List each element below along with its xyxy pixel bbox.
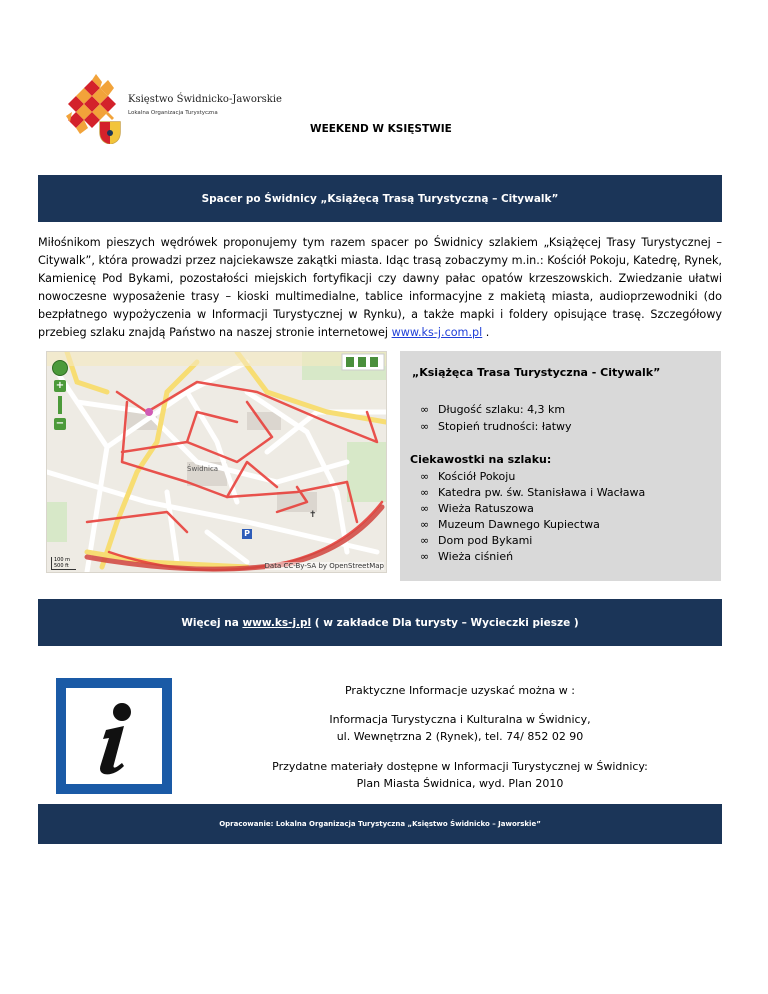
zoom-out-icon[interactable]: − [55, 418, 65, 429]
info-line: Przydatne materiały dostępne w Informacji Turystycznej w Świdnicy: [272, 760, 648, 773]
route-difficulty: Stopień trudności: łatwy [438, 419, 572, 433]
map-scale-m: 100 m [54, 557, 71, 563]
tourist-information-i-icon [56, 678, 172, 794]
footer-text: Opracowanie: Lokalna Organizacja Turystyczna „Księstwo Świdnicko – Jaworskie” [219, 820, 541, 828]
more-link[interactable]: www.ks-j.pl [242, 616, 312, 629]
infinity-bullet-icon: ∞ [420, 550, 430, 563]
route-length: Długość szlaku: 4,3 km [438, 403, 566, 416]
list-item [412, 501, 645, 517]
attraction-item: Wieża ciśnień [438, 550, 514, 563]
checkered-arrows-and-shield-icon [62, 72, 126, 144]
zoom-bar[interactable] [58, 396, 62, 414]
intro-after: . [482, 326, 490, 339]
logo-subtitle: Lokalna Organizacja Turystyczna [128, 110, 218, 116]
list-item [412, 419, 572, 436]
zoom-in-icon[interactable]: + [55, 380, 65, 391]
infinity-bullet-icon: ∞ [420, 419, 430, 433]
map-graphic [47, 352, 386, 572]
more-info-banner [38, 599, 722, 646]
infinity-bullet-icon: ∞ [420, 486, 430, 499]
infinity-bullet-icon: ∞ [420, 502, 430, 515]
list-item [412, 485, 645, 501]
attractions-heading: Ciekawostki na szlaku: [410, 453, 552, 466]
list-item [412, 533, 645, 549]
logo-name: Księstwo Świdnicko-Jaworskie [128, 94, 282, 105]
map-zoom-control[interactable] [52, 360, 68, 430]
infinity-bullet-icon: ∞ [420, 470, 430, 483]
list-item [412, 402, 572, 419]
map-attribution: Data CC-By-SA by OpenStreetMap [264, 562, 384, 570]
map-scale-ft: 500 ft [54, 563, 69, 569]
infinity-bullet-icon: ∞ [420, 403, 430, 416]
map-scale [51, 557, 76, 570]
attraction-item: Katedra pw. św. Stanisława i Wacława [438, 486, 646, 499]
website-link[interactable]: www.ks-j.com.pl [391, 326, 483, 339]
info-line: Plan Miasta Świdnica, wyd. Plan 2010 [356, 777, 564, 790]
more-suffix: ( w zakładce Dla turysty – Wycieczki piesze ) [311, 616, 579, 629]
attraction-item: Wieża Ratuszowa [438, 502, 534, 515]
banner-title: Spacer po Świdnicy „Książęcą Trasą Turystyczną – Citywalk” [201, 192, 559, 205]
info-line: Praktyczne Informacje uzyskać można w : [344, 684, 575, 697]
footer-banner [38, 804, 722, 844]
route-info-box [400, 351, 721, 581]
intro-text: Miłośnikom pieszych wędrówek proponujemy tym razem spacer po Świdnicy szlakiem „Książęcej Trasy Turystycznej – Citywalk”, która prowadzi przez najciekawsze zakątki miasta. Idąc trasą zobaczymy m.in.: Kościół Pokoju, Katedrę, Rynek, Kamienicę Pod Bykami, pozostałości miejskich fortyfikacji czy dawny pałac opatów krzeszowskich. Zwiedzanie ułatwi nowoczesne wyposażenie trasy – kioski multimedialne, tablice informacyjne z makietą miasta, audioprzewodniki (do bezpłatnego wypożyczenia w Informacji Turystycznej w Rynku), a także mapki i foldery opisujące trasę. Szczegółowy przebieg szlaku znajdą Państwo na naszej stronie internetowej [38, 236, 722, 339]
map-pan-icon[interactable] [52, 360, 68, 376]
route-title: „Książęca Trasa Turystyczna - Citywalk” [412, 366, 661, 379]
map-city-label: Świdnica [187, 465, 219, 473]
attraction-item: Kościół Pokoju [438, 470, 516, 483]
list-item [412, 469, 645, 485]
map-church-icon: ✝ [309, 510, 317, 520]
logo [62, 72, 282, 144]
title-banner [38, 175, 722, 222]
info-line: Informacja Turystyczna i Kulturalna w Świdnicy, [329, 713, 591, 726]
more-prefix: Więcej na [181, 616, 243, 629]
list-item [412, 549, 645, 565]
attractions-list [412, 469, 645, 565]
infinity-bullet-icon: ∞ [420, 534, 430, 547]
list-item [412, 517, 645, 533]
practical-info [240, 682, 680, 792]
intro-paragraph [38, 234, 722, 342]
attraction-item: Muzeum Dawnego Kupiectwa [438, 518, 600, 531]
attraction-item: Dom pod Bykami [438, 534, 533, 547]
info-line: ul. Wewnętrzna 2 (Rynek), tel. 74/ 852 02 90 [336, 730, 584, 743]
route-facts-list [412, 402, 572, 435]
map-parking-icon: P [242, 529, 252, 539]
map-marker-pink [145, 408, 153, 416]
route-map[interactable] [46, 351, 387, 573]
document-title: WEEKEND W KSIĘSTWIE [310, 123, 452, 135]
infinity-bullet-icon: ∞ [420, 518, 430, 531]
